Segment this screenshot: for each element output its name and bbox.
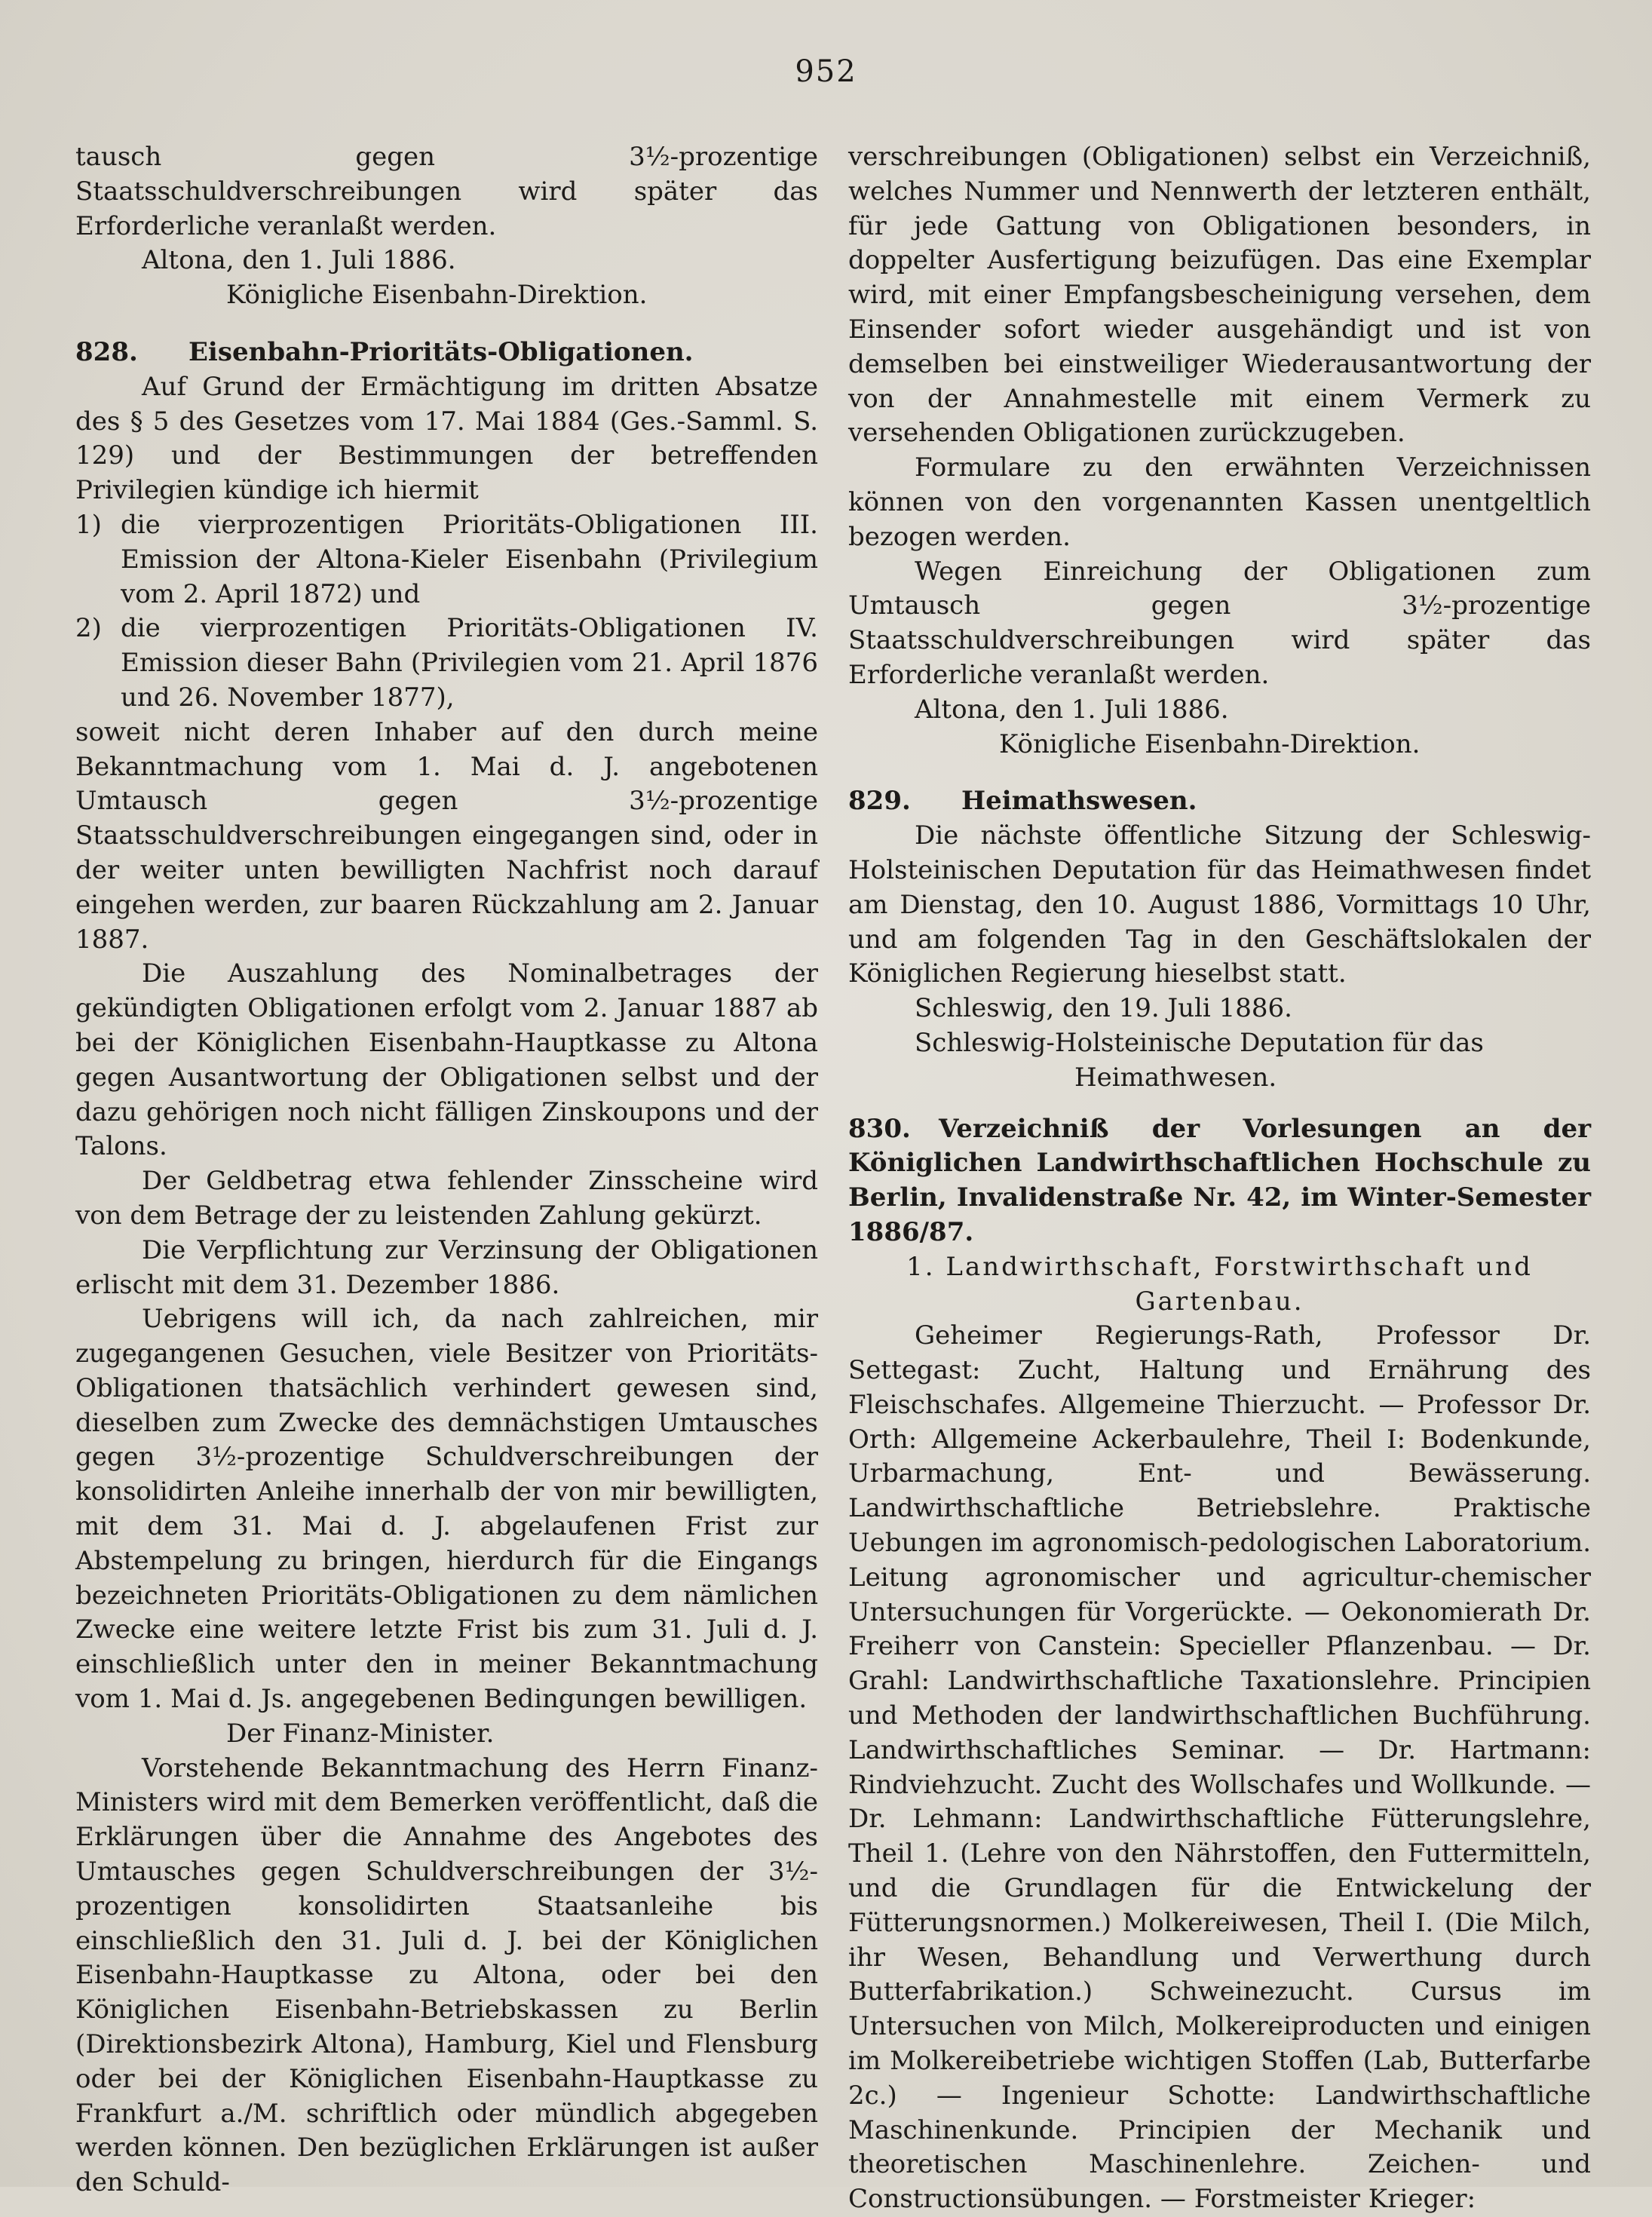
- paragraph: Auf Grund der Ermächtigung im dritten Absatze des § 5 des Gesetzes vom 17. Mai 1884 (Ges.-Samml. S. 129) und der Bestimmungen der betreffenden Privilegien kündige ich hiermit: [75, 371, 818, 506]
- place-date: Altona, den 1. Juli 1886.: [915, 694, 1229, 725]
- signature: Schleswig-Holsteinische Deputation für das: [915, 1027, 1484, 1058]
- signature: Königliche Eisenbahn-Direktion.: [999, 728, 1421, 759]
- section-number: 829.: [848, 786, 911, 817]
- subheading: 1. Landwirthschaft, Forstwirthschaft und: [906, 1251, 1533, 1282]
- section-title: Eisenbahn-Prioritäts-Obligationen.: [188, 336, 694, 367]
- signature: Königliche Eisenbahn-Direktion.: [226, 280, 648, 311]
- list-number: 1): [75, 509, 102, 540]
- signature: Heimathwesen.: [1074, 1062, 1277, 1093]
- paragraph: Wegen Einreichung der Obligationen zum Umtausch gegen 3½-prozentige Staatsschuldverschreibungen wird später das Erforderliche veranlaßt werden.: [848, 556, 1591, 690]
- section-829-heading: [848, 784, 1591, 819]
- section-828-heading: [75, 336, 818, 370]
- paragraph: Die Auszahlung des Nominalbetrages der gekündigten Obligationen erfolgt vom 2. Januar 1887 ab bei der Königlichen Eisenbahn-Hauptkasse zu Altona gegen Ausantwortung der Obligationen selbst und der dazu gehörigen noch nicht fälligen Zinskoupons und der Talons.: [75, 958, 818, 1162]
- list-text: die vierprozentigen Prioritäts-Obligationen IV. Emission dieser Bahn (Privilegien vom 21. April 1876 und 26. November 1877),: [121, 613, 818, 713]
- right-column: [848, 140, 1591, 2217]
- list-item: [75, 508, 818, 612]
- paragraph: verschreibungen (Obligationen) selbst ein Verzeichniß, welches Nummer und Nennwerth der letzteren enthält, für jede Gattung von Obligationen besonders, in doppelter Ausfertigung beizufügen. Das eine Exemplar wird, mit einer Empfangsbescheinigung versehen, dem Einsender sofort wieder ausgehändigt und ist von demselben bei einstweiliger Wiederausantwortung der von der Annahmestelle mit einem Vermerk zu versehenden Obligationen zurückzugeben.: [848, 142, 1591, 449]
- list-text: die vierprozentigen Prioritäts-Obligationen III. Emission der Altona-Kieler Eisenbahn (Privilegium vom 2. April 1872) und: [121, 509, 818, 609]
- section-title: Verzeichniß der Vorlesungen an der Königlichen Landwirthschaftlichen Hochschule zu Berlin, Invalidenstraße Nr. 42, im Winter-Semester 1886/87.: [848, 1113, 1591, 1247]
- list-number: 2): [75, 613, 102, 644]
- subheading: Gartenbau.: [1135, 1286, 1304, 1317]
- section-title: Heimathswesen.: [961, 786, 1197, 817]
- paragraph: Die Verpflichtung zur Verzinsung der Obligationen erlischt mit dem 31. Dezember 1886.: [75, 1234, 818, 1300]
- paragraph: Formulare zu den erwähnten Verzeichnissen können von den vorgenannten Kassen unentgeltlich bezogen werden.: [848, 452, 1591, 552]
- page-number: 952: [795, 54, 857, 89]
- paragraph: Vorstehende Bekanntmachung des Herrn Finanz-Ministers wird mit dem Bemerken veröffentlicht, daß die Erklärungen über die Annahme des Angebotes des Umtausches gegen Schuldverschreibungen der 3½-prozentigen konsolidirten Staatsanleihe bis einschließlich den 31. Juli d. J. bei der Königlichen Eisenbahn-Hauptkasse zu Altona, oder bei den Königlichen Eisenbahn-Betriebskassen zu Berlin (Direktionsbezirk Altona), Hamburg, Kiel und Flensburg oder bei der Königlichen Eisenbahn-Hauptkasse zu Frankfurt a./M. schriftlich oder mündlich abgegeben werden können. Den bezüglichen Erklärungen ist außer den Schuld-: [75, 1752, 818, 2198]
- paragraph: Uebrigens will ich, da nach zahlreichen, mir zugegangenen Gesuchen, viele Besitzer von Prioritäts-Obligationen thatsächlich verhindert gewesen sind, dieselben zum Zwecke des demnächstigen Umtausches gegen 3½-prozentige Schuldverschreibungen der konsolidirten Anleihe innerhalb der von mir bewilligten, mit dem 31. Mai d. J. abgelaufenen Frist zur Abstempelung zu bringen, hierdurch für die Eingangs bezeichneten Prioritäts-Obligationen zu dem nämlichen Zwecke eine weitere letzte Frist bis zum 31. Juli d. J. einschließlich unter den in meiner Bekanntmachung vom 1. Mai d. Js. angegebenen Bedingungen bewilligen.: [75, 1304, 818, 1715]
- section-number: 830.: [848, 1113, 911, 1144]
- left-column: [75, 140, 818, 2200]
- section-830-heading: [848, 1112, 1591, 1250]
- paragraph: Der Geldbetrag etwa fehlender Zinsscheine wird von dem Betrage der zu leistenden Zahlung gekürzt.: [75, 1166, 818, 1231]
- paragraph: tausch gegen 3½-prozentige Staatsschuldverschreibungen wird später das Erforderliche veranlaßt werden.: [75, 142, 818, 241]
- list-item: [75, 612, 818, 715]
- place-date: Schleswig, den 19. Juli 1886.: [915, 993, 1292, 1024]
- paragraph: Die nächste öffentliche Sitzung der Schleswig-Holsteinischen Deputation für das Heimathwesen findet am Dienstag, den 10. August 1886, Vormittags 10 Uhr, und am folgenden Tag in den Geschäftslokalen der Königlichen Regierung hieselbst statt.: [848, 820, 1591, 989]
- section-number: 828.: [75, 336, 138, 367]
- paragraph: soweit nicht deren Inhaber auf den durch meine Bekanntmachung vom 1. Mai d. J. angebotenen Umtausch gegen 3½-prozentige Staatsschuldverschreibungen eingegangen sind, oder in der weiter unten bewilligten Nachfrist noch darauf eingehen werden, zur baaren Rückzahlung am 2. Januar 1887.: [75, 716, 818, 955]
- signature: Der Finanz-Minister.: [226, 1718, 495, 1749]
- paragraph: Geheimer Regierungs-Rath, Professor Dr. Settegast: Zucht, Haltung und Ernährung des Fleischschafes. Allgemeine Thierzucht. — Professor Dr. Orth: Allgemeine Ackerbaulehre, Theil I: Bodenkunde, Urbarmachung, Ent- und Bewässerung. Landwirthschaftliche Betriebslehre. Praktische Uebungen im agronomisch-pedologischen Laboratorium. Leitung agronomischer und agricultur-chemischer Untersuchungen für Vorgerückte. — Oekonomierath Dr. Freiherr von Canstein: Specieller Pflanzenbau. — Dr. Grahl: Landwirthschaftliche Taxationslehre. Principien und Methoden der landwirthschaftlichen Buchführung. Landwirthschaftliches Seminar. — Dr. Hartmann: Rindviehzucht. Zucht des Wollschafes und Wollkunde. — Dr. Lehmann: Landwirthschaftliche Fütterungslehre, Theil 1. (Lehre von den Nährstoffen, den Futtermitteln, und die Grundlagen für die Entwickelung der Fütterungsnormen.) Molkereiwesen, Theil I. (Die Milch, ihr Wesen, Behandlung und Verwerthung durch Butterfabrikation.) Schweinezucht. Cursus im Untersuchen von Milch, Molkereiproducten und einigen im Molkereibetriebe wichtigen Stoffen (Lab, Butterfarbe 2c.) — Ingenieur Schotte: Landwirthschaftliche Maschinenkunde. Principien der Mechanik und theoretischen Maschinenlehre. Zeichen- und Constructionsübungen. — Forstmeister Krieger:: [848, 1320, 1591, 2215]
- place-date: Altona, den 1. Juli 1886.: [142, 245, 456, 276]
